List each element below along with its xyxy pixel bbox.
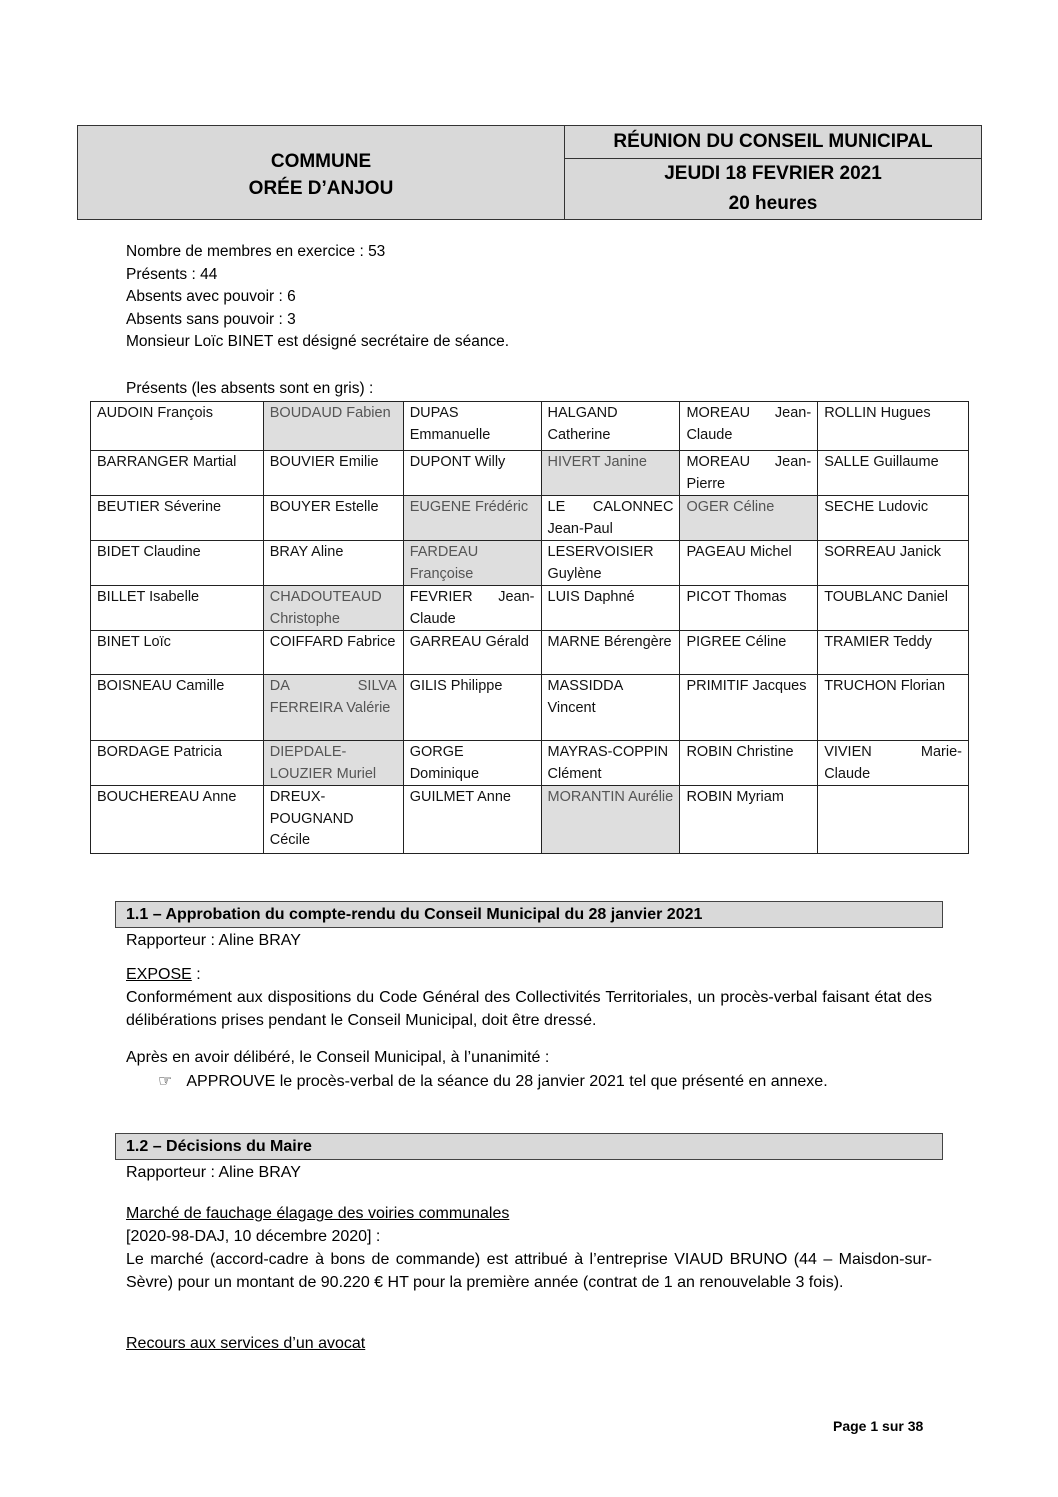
member-cell: GUILMET Anne	[403, 786, 541, 854]
member-cell: AUDOIN François	[91, 402, 264, 451]
member-cell: ROLLIN Hugues	[818, 402, 969, 451]
item1-ref: [2020-98-DAJ, 10 décembre 2020] :	[126, 1228, 381, 1245]
member-cell: TRAMIER Teddy	[818, 631, 969, 675]
member-cell-absent: HIVERT Janine	[541, 451, 680, 496]
meeting-title: RÉUNION DU CONSEIL MUNICIPAL	[565, 126, 981, 159]
member-cell: DREUX-POUGNAND Cécile	[263, 786, 403, 854]
member-cell: GORGE Dominique	[403, 741, 541, 786]
decision-text: APPROUVE le procès-verbal de la séance du 28 janvier 2021 tel que présenté en annexe.	[186, 1073, 828, 1090]
present-count: Présents : 44	[126, 265, 218, 283]
member-cell: BIDET Claudine	[91, 541, 264, 586]
secretary-designation: Monsieur Loïc BINET est désigné secrétaire de séance.	[126, 333, 510, 350]
member-cell: BORDAGE Patricia	[91, 741, 264, 786]
member-cell: MAYRAS-COPPIN Clément	[541, 741, 680, 786]
member-cell: BOUYER Estelle	[263, 496, 403, 541]
item1-title: Marché de fauchage élagage des voiries communales	[126, 1205, 510, 1222]
member-cell: PICOT Thomas	[680, 586, 818, 631]
section-1-2-title: 1.2 – Décisions du Maire	[115, 1133, 943, 1160]
table-row	[91, 402, 969, 451]
member-cell-absent: EUGENE Frédéric	[403, 496, 541, 541]
table-row	[91, 675, 969, 741]
commune-label: COMMUNE	[270, 150, 372, 172]
member-cell: PIGREE Céline	[680, 631, 818, 675]
members-table-body	[91, 402, 969, 854]
member-cell: MOREAU Jean-Claude	[680, 402, 818, 451]
decision-item	[158, 1071, 828, 1093]
expose-text: Conformément aux dispositions du Code Général des Collectivités Territoriales, un procès-verbal faisant état des délibérations prises pendant le Conseil Municipal, doit être dressé.	[126, 989, 932, 1029]
table-row	[91, 786, 969, 854]
member-cell-absent: BOUDAUD Fabien	[263, 402, 403, 451]
member-cell: BRAY Aline	[263, 541, 403, 586]
member-cell-absent: OGER Céline	[680, 496, 818, 541]
member-cell: SALLE Guillaume	[818, 451, 969, 496]
expose-suffix: :	[191, 966, 201, 983]
member-cell	[818, 786, 969, 854]
member-cell: DUPONT Willy	[403, 451, 541, 496]
member-cell-absent: DIEPDALE-LOUZIER Muriel	[263, 741, 403, 786]
meeting-block	[565, 126, 981, 219]
member-cell: MARNE Bérengère	[541, 631, 680, 675]
document-header	[77, 125, 982, 220]
member-cell-absent: MORANTIN Aurélie	[541, 786, 680, 854]
member-cell: SORREAU Janick	[818, 541, 969, 586]
meeting-date: JEUDI 18 FEVRIER 2021	[664, 163, 882, 184]
member-cell: LESERVOISIER Guylène	[541, 541, 680, 586]
item2-title: Recours aux services d’un avocat	[126, 1335, 366, 1352]
member-cell: PAGEAU Michel	[680, 541, 818, 586]
member-cell: SECHE Ludovic	[818, 496, 969, 541]
meeting-time: 20 heures	[728, 193, 818, 214]
member-cell: MOREAU Jean-Pierre	[680, 451, 818, 496]
table-row	[91, 496, 969, 541]
member-cell-absent: FARDEAU Françoise	[403, 541, 541, 586]
members-table-label: Présents (les absents sont en gris) :	[126, 380, 374, 397]
expose-label: EXPOSE	[126, 966, 192, 983]
section-1-1-title: 1.1 – Approbation du compte-rendu du Conseil Municipal du 28 janvier 2021	[115, 901, 943, 928]
expose-heading	[126, 964, 201, 987]
member-cell: ROBIN Myriam	[680, 786, 818, 854]
members-in-office: Nombre de membres en exercice : 53	[126, 243, 386, 260]
member-cell-absent: DA SILVA FERREIRA Valérie	[263, 675, 403, 741]
table-row	[91, 741, 969, 786]
meeting-datetime	[565, 159, 981, 219]
member-cell: BOUCHEREAU Anne	[91, 786, 264, 854]
member-cell: BOUVIER Emilie	[263, 451, 403, 496]
section-1-2-rapporteur: Rapporteur : Aline BRAY	[126, 1164, 301, 1181]
absent-without-proxy: Absents sans pouvoir : 3	[126, 310, 296, 328]
member-cell: GARREAU Gérald	[403, 631, 541, 675]
member-cell: BINET Loïc	[91, 631, 264, 675]
member-cell: VIVIEN Marie-Claude	[818, 741, 969, 786]
member-cell: TOUBLANC Daniel	[818, 586, 969, 631]
table-row	[91, 541, 969, 586]
member-cell: TRUCHON Florian	[818, 675, 969, 741]
member-cell: LUIS Daphné	[541, 586, 680, 631]
deliberation-text: Après en avoir délibéré, le Conseil Municipal, à l’unanimité :	[126, 1049, 550, 1066]
attendance-summary	[126, 241, 509, 354]
commune-name: ORÉE D’ANJOU	[248, 177, 394, 199]
absent-with-proxy: Absents avec pouvoir : 6	[126, 288, 296, 305]
item1-text: Le marché (accord-cadre à bons de commande) est attribué à l’entreprise VIAUD BRUNO (44 – Maisdon-sur-Sèvre) pour un montant de 90.220 € HT pour la première année (contrat de 1 an renouvelable 3 fois).	[126, 1251, 932, 1291]
section-1-1-rapporteur: Rapporteur : Aline BRAY	[126, 932, 301, 949]
member-cell: HALGAND Catherine	[541, 402, 680, 451]
members-table	[90, 401, 969, 854]
member-cell: BILLET Isabelle	[91, 586, 264, 631]
member-cell: MASSIDDA Vincent	[541, 675, 680, 741]
table-row	[91, 586, 969, 631]
member-cell: PRIMITIF Jacques	[680, 675, 818, 741]
member-cell: ROBIN Christine	[680, 741, 818, 786]
member-cell: DUPAS Emmanuelle	[403, 402, 541, 451]
member-cell: LE CALONNEC Jean-Paul	[541, 496, 680, 541]
member-cell: COIFFARD Fabrice	[263, 631, 403, 675]
member-cell: BEUTIER Séverine	[91, 496, 264, 541]
table-row	[91, 631, 969, 675]
member-cell: BOISNEAU Camille	[91, 675, 264, 741]
member-cell-absent: CHADOUTEAUD Christophe	[263, 586, 403, 631]
pointing-hand-icon: ☞	[158, 1073, 173, 1090]
member-cell: BARRANGER Martial	[91, 451, 264, 496]
member-cell: FEVRIER Jean-Claude	[403, 586, 541, 631]
member-cell: GILIS Philippe	[403, 675, 541, 741]
commune-block	[78, 126, 565, 219]
table-row	[91, 451, 969, 496]
page-number: Page 1 sur 38	[833, 1418, 924, 1434]
